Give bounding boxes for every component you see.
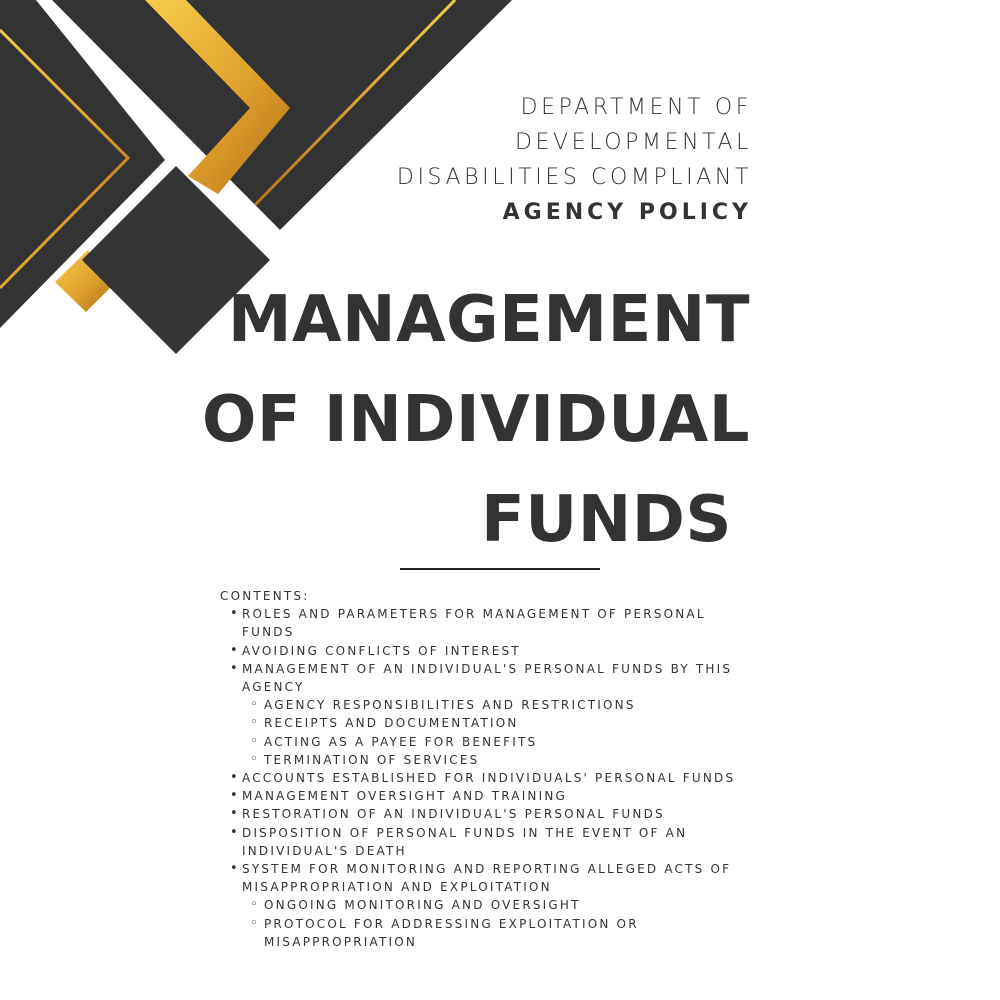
document-title: [202, 270, 750, 570]
contents-item: • ACCOUNTS ESTABLISHED FOR INDIVIDUALS' PERSONAL FUNDS: [220, 769, 760, 787]
contents-item: • DISPOSITION OF PERSONAL FUNDS IN THE EVENT OF AN INDIVIDUAL'S DEATH: [220, 824, 760, 860]
contents-subitem: ◦ ACTING AS A PAYEE FOR BENEFITS: [220, 733, 760, 751]
contents-item: • MANAGEMENT OF AN INDIVIDUAL'S PERSONAL FUNDS BY THIS AGENCY: [220, 660, 760, 696]
contents-item: • SYSTEM FOR MONITORING AND REPORTING ALLEGED ACTS OF MISAPPROPRIATION AND EXPLOITATION: [220, 860, 760, 896]
header-line-3: DISABILITIES COMPLIANT: [396, 165, 752, 190]
contents-item: • MANAGEMENT OVERSIGHT AND TRAINING: [220, 787, 760, 805]
contents-heading: CONTENTS:: [220, 589, 310, 603]
contents-item: • ROLES AND PARAMETERS FOR MANAGEMENT OF PERSONAL FUNDS: [220, 605, 760, 641]
contents-subitem: ◦ PROTOCOL FOR ADDRESSING EXPLOITATION OR MISAPPROPRIATION: [220, 915, 760, 951]
title-line-1: MANAGEMENT: [227, 283, 750, 357]
table-of-contents: [220, 587, 760, 951]
header-line-1: DEPARTMENT OF: [520, 95, 752, 120]
contents-list: [220, 605, 760, 951]
header-line-4: AGENCY POLICY: [502, 200, 752, 225]
department-header: [397, 90, 752, 230]
contents-subitem: ◦ RECEIPTS AND DOCUMENTATION: [220, 714, 760, 732]
title-line-2: OF INDIVIDUAL: [202, 383, 750, 457]
header-line-2: DEVELOPMENTAL: [514, 130, 752, 155]
contents-subitem: ◦ ONGOING MONITORING AND OVERSIGHT: [220, 896, 760, 914]
contents-subitem: ◦ TERMINATION OF SERVICES: [220, 751, 760, 769]
contents-subitem: ◦ AGENCY RESPONSIBILITIES AND RESTRICTIONS: [220, 696, 760, 714]
contents-item: • AVOIDING CONFLICTS OF INTEREST: [220, 642, 760, 660]
title-line-3: FUNDS: [481, 483, 732, 557]
contents-item: • RESTORATION OF AN INDIVIDUAL'S PERSONAL FUNDS: [220, 805, 760, 823]
title-divider: [400, 568, 600, 570]
